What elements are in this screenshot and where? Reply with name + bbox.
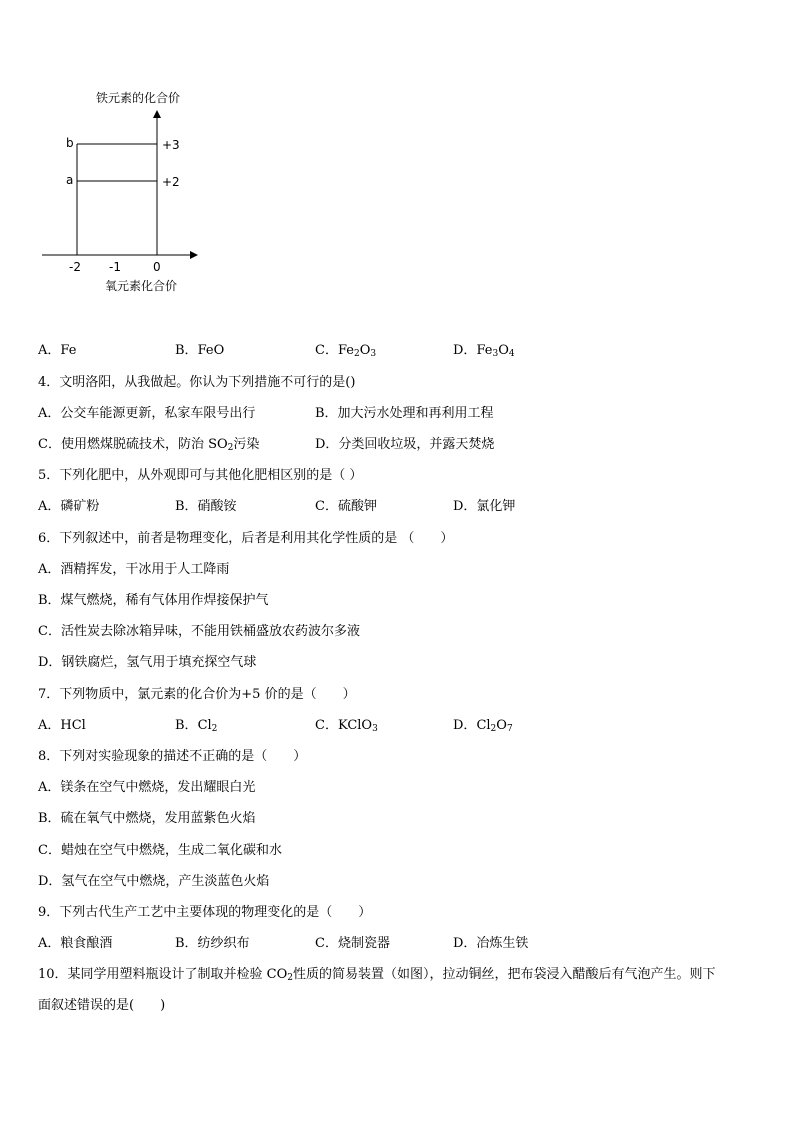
q9-option-b: B．纺纱织布: [175, 936, 250, 951]
y-axis-label: 铁元素的化合价: [96, 91, 181, 105]
q7-option-c: C．KClO$_3$: [315, 718, 378, 734]
q5-stem: 5．下列化肥中，从外观即可与其他化肥相区别的是（ ）: [38, 468, 363, 483]
q9-option-c: C．烧制瓷器: [315, 936, 390, 951]
q4-option-d: D．分类回收垃圾，并露天焚烧: [315, 437, 495, 452]
q3-option-c: C．$Fe_2O_3$: [315, 343, 377, 359]
q8-option-b: B．硫在氧气中燃烧，发用蓝紫色火焰: [38, 811, 256, 826]
tick-plus2: +2: [162, 175, 180, 189]
x-axis-label: 氧元素化合价: [105, 279, 178, 293]
q6-option-b: B．煤气燃烧，稀有气体用作焊接保护气: [38, 593, 269, 608]
q5-option-d: D．氯化钾: [453, 499, 516, 514]
q8-option-d: D．氢气在空气中燃烧，产生淡蓝色火焰: [38, 874, 270, 889]
q6-option-d: D．钢铁腐烂，氢气用于填充探空气球: [38, 655, 257, 670]
q3-option-a: A．Fe: [38, 343, 77, 358]
q8-stem: 8．下列对实验现象的描述不正确的是（ ）: [38, 749, 307, 764]
q7-stem: 7．下列物质中，氯元素的化合价为+5 价的是（ ）: [38, 687, 356, 702]
tick-plus3: +3: [162, 138, 180, 152]
q10-stem-line2: 面叙述错误的是( ): [38, 998, 166, 1013]
q10-stem-line1: 10．某同学用塑料瓶设计了制取并检验 $CO_2$性质的简易装置（如图），拉动铜丝，把布袋浸入醋酸后有气泡产生。则下: [38, 967, 716, 983]
q9-stem: 9．下列古代生产工艺中主要体现的物理变化的是（ ）: [38, 905, 372, 920]
q6-option-c: C．活性炭去除冰箱异味，不能用铁桶盛放农药波尔多液: [38, 624, 360, 639]
q8-option-c: C．蜡烛在空气中燃烧，生成二氧化碳和水: [38, 843, 282, 858]
q3-option-d: D．$Fe_3O_4$: [453, 343, 515, 359]
q9-option-d: D．冶炼生铁: [453, 936, 529, 951]
q7-option-a: A．HCl: [38, 718, 86, 733]
tick-minus1: -1: [109, 260, 121, 274]
tick-minus2: -2: [69, 260, 81, 274]
valence-graph: [0, 0, 794, 310]
q5-option-a: A．磷矿粉: [38, 499, 100, 514]
letter-a: a: [66, 173, 74, 187]
q8-option-a: A．镁条在空气中燃烧，发出耀眼白光: [38, 780, 256, 795]
q5-option-b: B．硝酸铵: [175, 499, 237, 514]
q4-option-a: A．公交车能源更新，私家车限号出行: [38, 406, 256, 421]
q6-option-a: A．酒精挥发，干冰用于人工降雨: [38, 562, 230, 577]
q7-option-b: B．$Cl_2$: [175, 718, 218, 734]
letter-b: b: [66, 136, 74, 150]
q4-option-b: B．加大污水处理和再利用工程: [315, 406, 494, 421]
q7-option-d: D．$Cl_2O_7$: [453, 718, 513, 734]
q3-option-b: B．FeO: [175, 343, 225, 358]
q6-stem: 6．下列叙述中，前者是物理变化，后者是利用其化学性质的是 （ ）: [38, 531, 454, 546]
q5-option-c: C．硫酸钾: [315, 499, 377, 514]
tick-zero: 0: [153, 260, 161, 274]
q4-stem: 4．文明洛阳，从我做起。你认为下列措施不可行的是(): [38, 375, 356, 390]
q9-option-a: A．粮食酿酒: [38, 936, 113, 951]
q4-option-c: C．使用燃煤脱硫技术，防治 $SO_2$污染: [38, 437, 260, 453]
